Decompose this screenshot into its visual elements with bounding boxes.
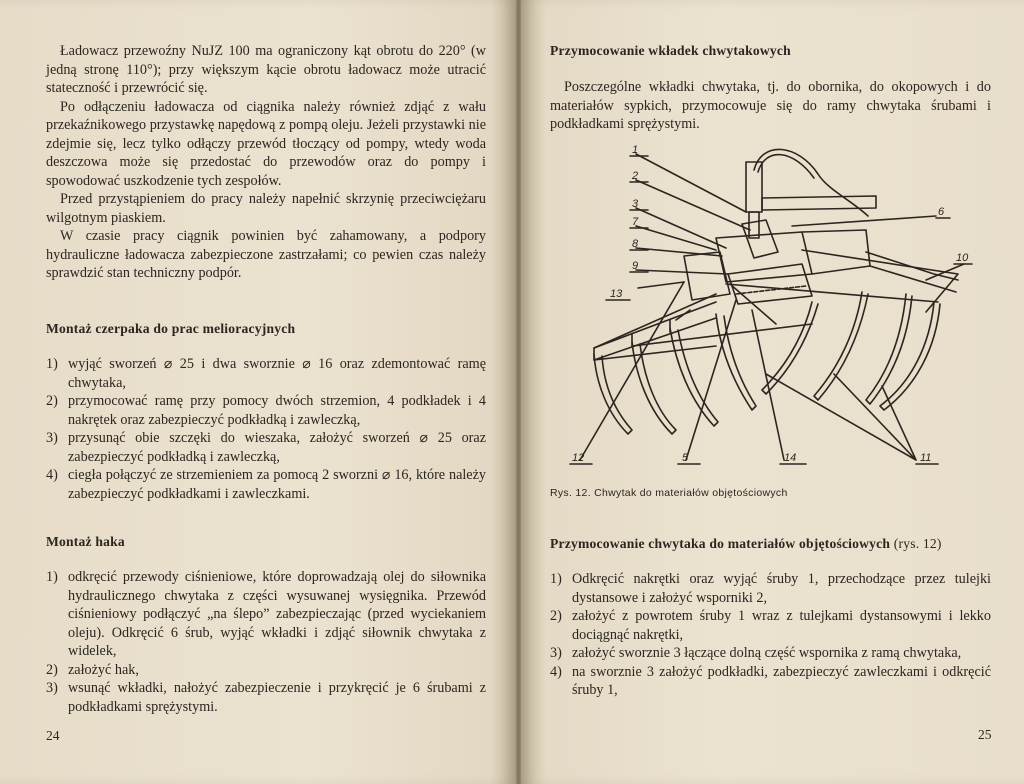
section-heading-text: Przymocowanie chwytaka do materiałów objętościowych [550,536,891,551]
figure-label: 1 [632,144,639,156]
item-text: przymocować ramę przy pomocy dwóch strzemion, 4 podkładek i 4 nakrętek oraz zabezpieczyć podkładką i zawleczką, [68,393,486,428]
paragraph: Po odłączeniu ładowacza od ciągnika należy również zdjąć z wału przekaźnikowego przystawkę napędową z pompą oleju. Jeżeli przystawki nie zdejmie się, lecz tylko odłączy przewód tłoczący od pompy, wtedy woda deszczowa może się przedostać do przewodów oraz do pompy i spowodować uszkodzenie tych zespołów. [46,98,486,189]
paragraph: Ładowacz przewoźny NuJZ 100 ma ograniczony kąt obrotu do 220° (w jedną stronę 110°); przy większym kącie obrotu ładowacz może utracić stateczność i przewrócić się. [46,43,486,96]
figure-label: 7 [632,216,639,228]
item-text: wsunąć wkładki, nałożyć zabezpieczenie i przykręcić je 6 śrubami z podkładkami sprężystymi. [68,680,486,715]
page-number: 25 [978,727,992,742]
tine [866,294,912,404]
instruction-list [46,568,486,716]
item-number: 3) [550,645,562,661]
intro-text [46,42,486,283]
upper-frame [716,232,812,282]
tine [716,314,756,410]
hinge-box [728,264,812,304]
item-text: na sworznie 3 założyć podkładki, zabezpieczyć zawleczkami i odkręcić śruby 1, [572,663,991,698]
item-text: wyjąć sworzeń ⌀ 25 i dwa sworznie ⌀ 16 oraz zdemontować ramę chwytaka, [68,356,486,391]
tine [762,302,818,394]
tine [670,328,718,426]
item-text: Odkręcić nakrętki oraz wyjąć śruby 1, przechodzące przez tulejki dystansowe i założyć wsporniki 2, [572,571,991,606]
list-item [550,663,991,700]
item-number: 3) [46,680,58,696]
item-number: 2) [46,661,58,678]
tine [632,342,676,434]
item-number: 4) [550,663,562,680]
figure-label: 5 [682,452,689,464]
figure-caption: Rys. 12. Chwytak do materiałów objętościowych [550,487,788,499]
list-item [550,570,991,607]
figure-reference: (rys. 12) [890,536,942,551]
list-item [46,568,486,661]
figure-label: 8 [632,238,639,250]
figure-label: 2 [632,170,639,182]
figure-label: 12 [572,452,585,464]
figure-label: 10 [956,252,969,264]
list-item [46,661,486,680]
bracket [742,220,778,258]
item-text: założyć hak, [68,661,139,678]
section-heading: Montaż haka [46,534,125,549]
paragraph: Przed przystąpieniem do pracy należy napełnić skrzynię przeciwciężaru wilgotnym piaskiem. [46,191,486,226]
tine [814,292,868,400]
section-heading: Przymocowanie wkładek chwytakowych [550,43,791,58]
tine [880,302,940,410]
figure-label: 13 [610,288,623,300]
item-number: 2) [46,393,58,409]
top-beam [726,284,938,324]
list-item [46,392,486,429]
list-item [46,679,486,716]
instruction-list [550,570,991,700]
item-number: 1) [46,569,58,585]
list-item [46,355,486,392]
list-item [550,644,991,663]
figure-label: 3 [632,198,639,210]
item-text: odkręcić przewody ciśnieniowe, które doprowadzają olej do siłownika hydraulicznego chwytaka z części wysuwanej wysięgnika. Przewód ciśnieniowy podłączyć „na ślepo” zabezpieczając (przed wyciekaniem oleju). Odkręcić 6 śrub, wyjąć wkładki i zdjąć siłownik chwytaka z widelek, [68,569,486,659]
paragraph: Poszczególne wkładki chwytaka, tj. do obornika, do okopowych i do materiałów sypkich, przymocowuje się do ramy chwytaka śrubami i podkładkami sprężystymi. [550,79,991,132]
item-text: założyć sworznie 3 łączące dolną część wspornika z ramą chwytaka, [572,645,962,661]
list-item [46,429,486,466]
paragraph: W czasie pracy ciągnik powinien być zahamowany, a podpory hydrauliczne ładowacza zabezpieczone zastrzałami; co pewien czas należy sprawdzić stan techniczny podpór. [46,228,486,281]
item-number: 2) [550,608,562,624]
section-heading: Montaż czerpaka do prac melioracyjnych [46,321,296,336]
right-frame [870,266,956,292]
item-text: ciegła połączyć ze strzemieniem za pomocą 2 sworzni ⌀ 16, które należy zabezpieczyć podkładkami i zawleczkami. [68,467,486,502]
grab-drawing [566,134,986,482]
hydraulic-hose [754,149,868,216]
section-heading [550,536,942,552]
boom-arm [762,196,876,210]
item-number: 3) [46,430,58,446]
figure-label: 9 [632,260,639,272]
figure-label: 14 [784,452,797,464]
figure-label: 11 [920,452,932,464]
item-number: 1) [550,571,562,587]
item-text: przysunąć obie szczęki do wieszaka, założyć sworzeń ⌀ 25 oraz zabezpieczyć podkładką i zawleczką, [68,430,486,465]
list-item [550,607,991,644]
item-number: 4) [46,467,58,483]
item-number: 1) [46,356,58,372]
list-item [46,466,486,503]
page-number: 24 [46,728,60,743]
item-text: założyć z powrotem śruby 1 wraz z tulejkami dystansowymi i lekko dociągnąć nakrętki, [572,608,991,643]
tine [594,354,632,434]
figure-label: 6 [938,206,945,218]
instruction-list [46,355,486,503]
